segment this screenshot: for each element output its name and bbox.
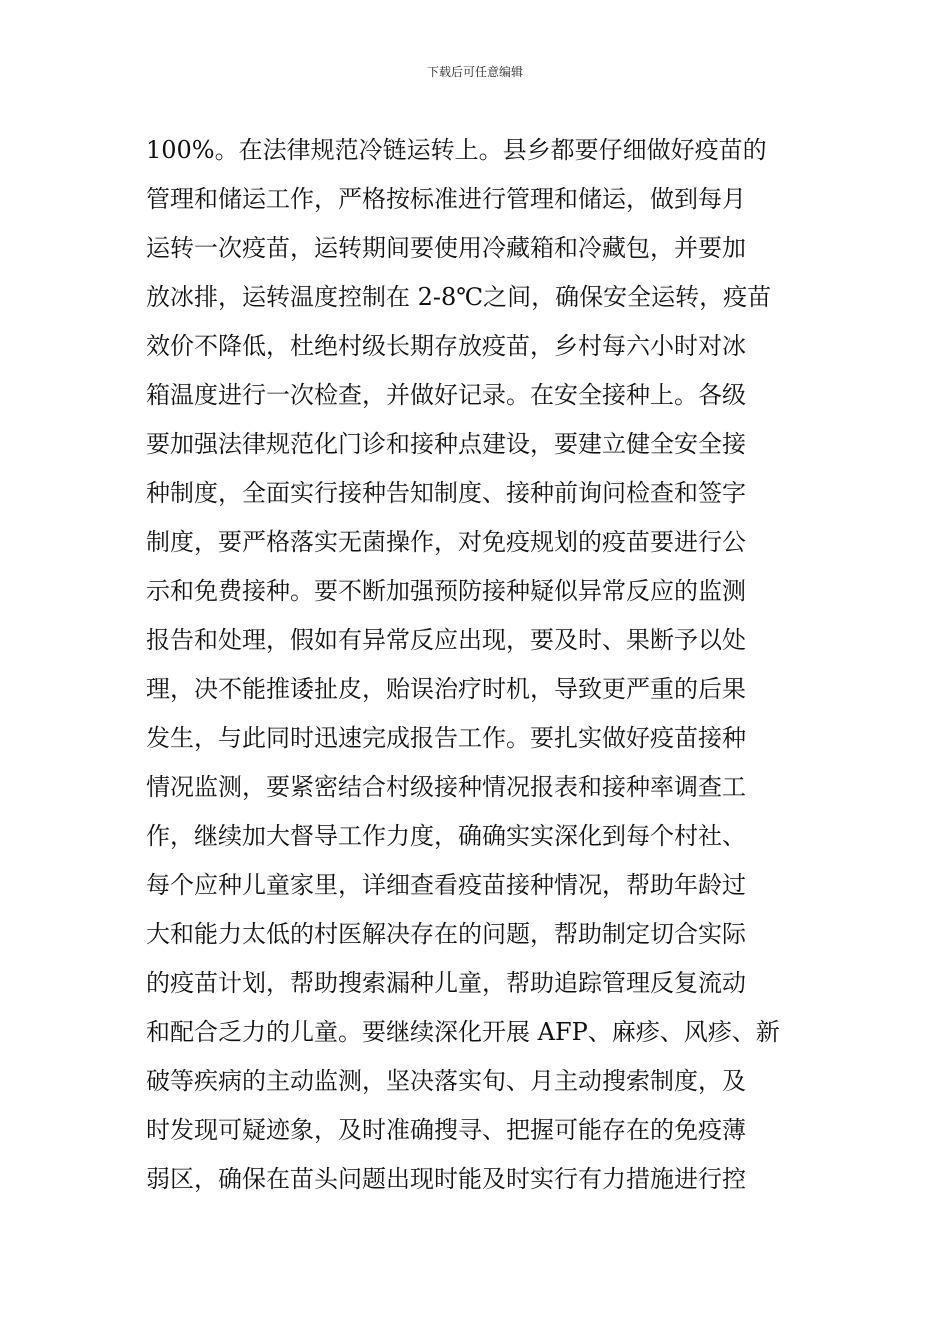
- body-paragraph: [146, 126, 806, 1204]
- text-line: 弱区，确保在苗头问题出现时能及时实行有力措施进行控: [146, 1165, 746, 1193]
- text-line: 的疫苗计划，帮助搜索漏种儿童，帮助追踪管理反复流动: [146, 969, 746, 997]
- text-line: 要加强法律规范化门诊和接种点建设，要建立健全安全接: [146, 430, 746, 458]
- text-line: 时发现可疑迹象，及时准确搜寻、把握可能存在的免疫薄: [146, 1116, 746, 1144]
- text-line: 种制度，全面实行接种告知制度、接种前询问检查和签字: [146, 479, 746, 507]
- text-line: 每个应种儿童家里，详细查看疫苗接种情况，帮助年龄过: [146, 871, 746, 899]
- text-line: 报告和处理，假如有异常反应出现，要及时、果断予以处: [146, 626, 746, 654]
- text-line: 和配合乏力的儿童。要继续深化开展 AFP、麻疹、风疹、新: [146, 1018, 780, 1046]
- text-line: 管理和储运工作，严格按标准进行管理和储运，做到每月: [146, 185, 746, 213]
- text-line: 大和能力太低的村医解决存在的问题，帮助制定切合实际: [146, 920, 746, 948]
- text-line: 运转一次疫苗，运转期间要使用冷藏箱和冷藏包，并要加: [146, 234, 746, 262]
- text-line: 发生，与此同时迅速完成报告工作。要扎实做好疫苗接种: [146, 724, 746, 752]
- text-line: 破等疾病的主动监测，坚决落实旬、月主动搜索制度，及: [146, 1067, 746, 1095]
- text-line: 作，继续加大督导工作力度，确确实实深化到每个村社、: [146, 822, 746, 850]
- text-line: 情况监测，要紧密结合村级接种情况报表和接种率调查工: [146, 773, 746, 801]
- text-line: 100%。在法律规范冷链运转上。县乡都要仔细做好疫苗的: [146, 136, 767, 164]
- text-line: 放冰排，运转温度控制在 2-8℃之间，确保安全运转，疫苗: [146, 283, 772, 311]
- text-line: 箱温度进行一次检查，并做好记录。在安全接种上。各级: [146, 381, 746, 409]
- text-line: 理，决不能推诿扯皮，贻误治疗时机，导致更严重的后果: [146, 675, 746, 703]
- text-line: 示和免费接种。要不断加强预防接种疑似异常反应的监测: [146, 577, 746, 605]
- text-line: 制度，要严格落实无菌操作，对免疫规划的疫苗要进行公: [146, 528, 746, 556]
- page-header: 下载后可任意编辑: [426, 65, 523, 79]
- text-line: 效价不降低，杜绝村级长期存放疫苗，乡村每六小时对冰: [146, 332, 746, 360]
